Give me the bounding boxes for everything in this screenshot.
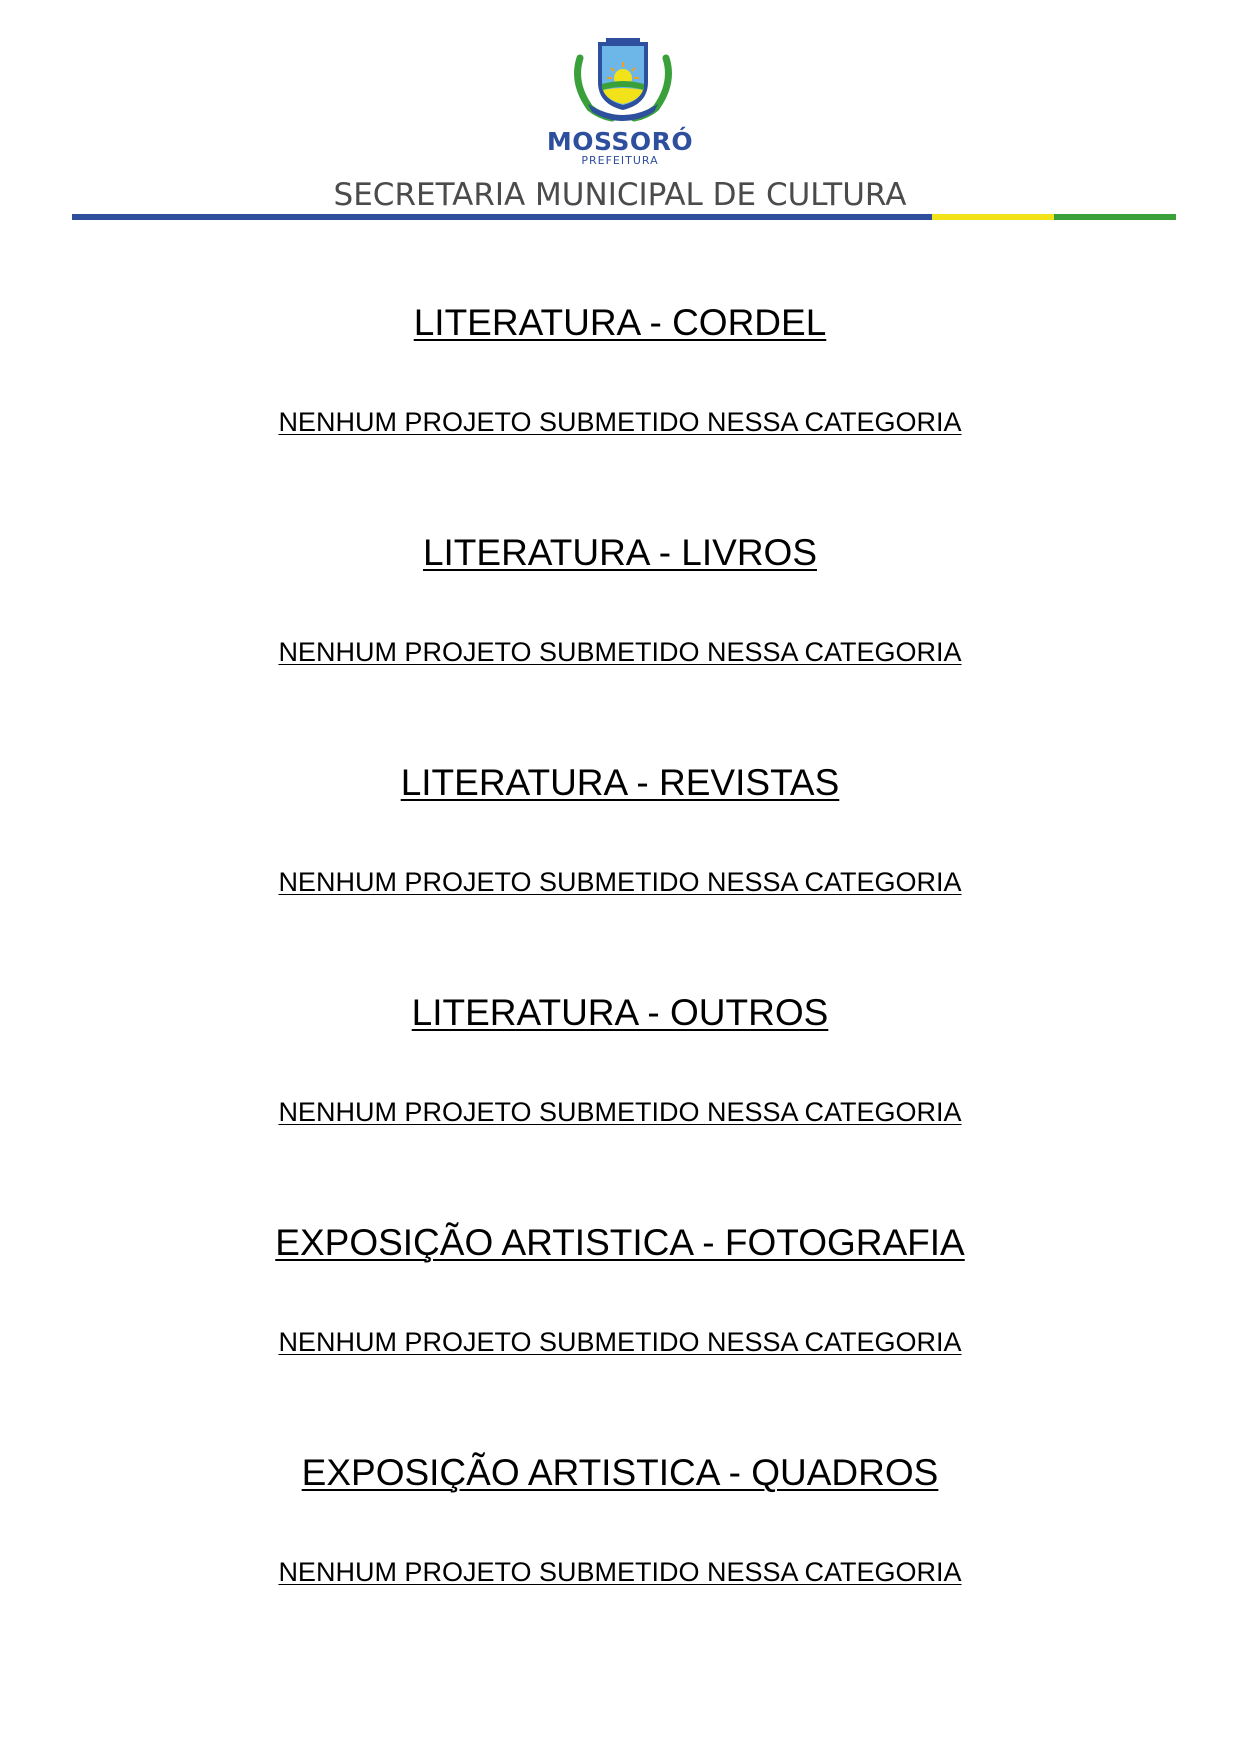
stripe-yellow bbox=[932, 214, 1054, 220]
category-title: LITERATURA - CORDEL bbox=[413, 302, 827, 343]
category-title: LITERATURA - LIVROS bbox=[422, 532, 818, 573]
category-section bbox=[0, 992, 1240, 1222]
category-title: LITERATURA - REVISTAS bbox=[400, 762, 840, 803]
category-note: NENHUM PROJETO SUBMETIDO NESSA CATEGORIA bbox=[278, 1557, 962, 1587]
category-title: LITERATURA - OUTROS bbox=[411, 992, 829, 1033]
department-name: SECRETARIA MUNICIPAL DE CULTURA bbox=[333, 177, 907, 213]
letterhead bbox=[0, 0, 1240, 230]
category-note: NENHUM PROJETO SUBMETIDO NESSA CATEGORIA bbox=[278, 637, 962, 667]
category-section bbox=[0, 1222, 1240, 1452]
category-section bbox=[0, 532, 1240, 762]
category-section bbox=[0, 762, 1240, 992]
category-title: EXPOSIÇÃO ARTISTICA - FOTOGRAFIA bbox=[275, 1222, 965, 1263]
brand-name: MOSSORÓ bbox=[546, 127, 694, 156]
stripe-blue bbox=[72, 214, 932, 220]
category-title: EXPOSIÇÃO ARTISTICA - QUADROS bbox=[301, 1452, 939, 1493]
brand-subtitle: PREFEITURA bbox=[581, 154, 659, 167]
category-note: NENHUM PROJETO SUBMETIDO NESSA CATEGORIA bbox=[278, 1097, 962, 1127]
stripe-green bbox=[1054, 214, 1176, 220]
category-note: NENHUM PROJETO SUBMETIDO NESSA CATEGORIA bbox=[278, 867, 962, 897]
category-note: NENHUM PROJETO SUBMETIDO NESSA CATEGORIA bbox=[278, 1327, 962, 1357]
category-section bbox=[0, 302, 1240, 532]
category-note: NENHUM PROJETO SUBMETIDO NESSA CATEGORIA bbox=[278, 407, 962, 437]
category-list bbox=[0, 302, 1240, 1682]
category-section bbox=[0, 1452, 1240, 1682]
coat-of-arms-icon bbox=[570, 38, 676, 122]
